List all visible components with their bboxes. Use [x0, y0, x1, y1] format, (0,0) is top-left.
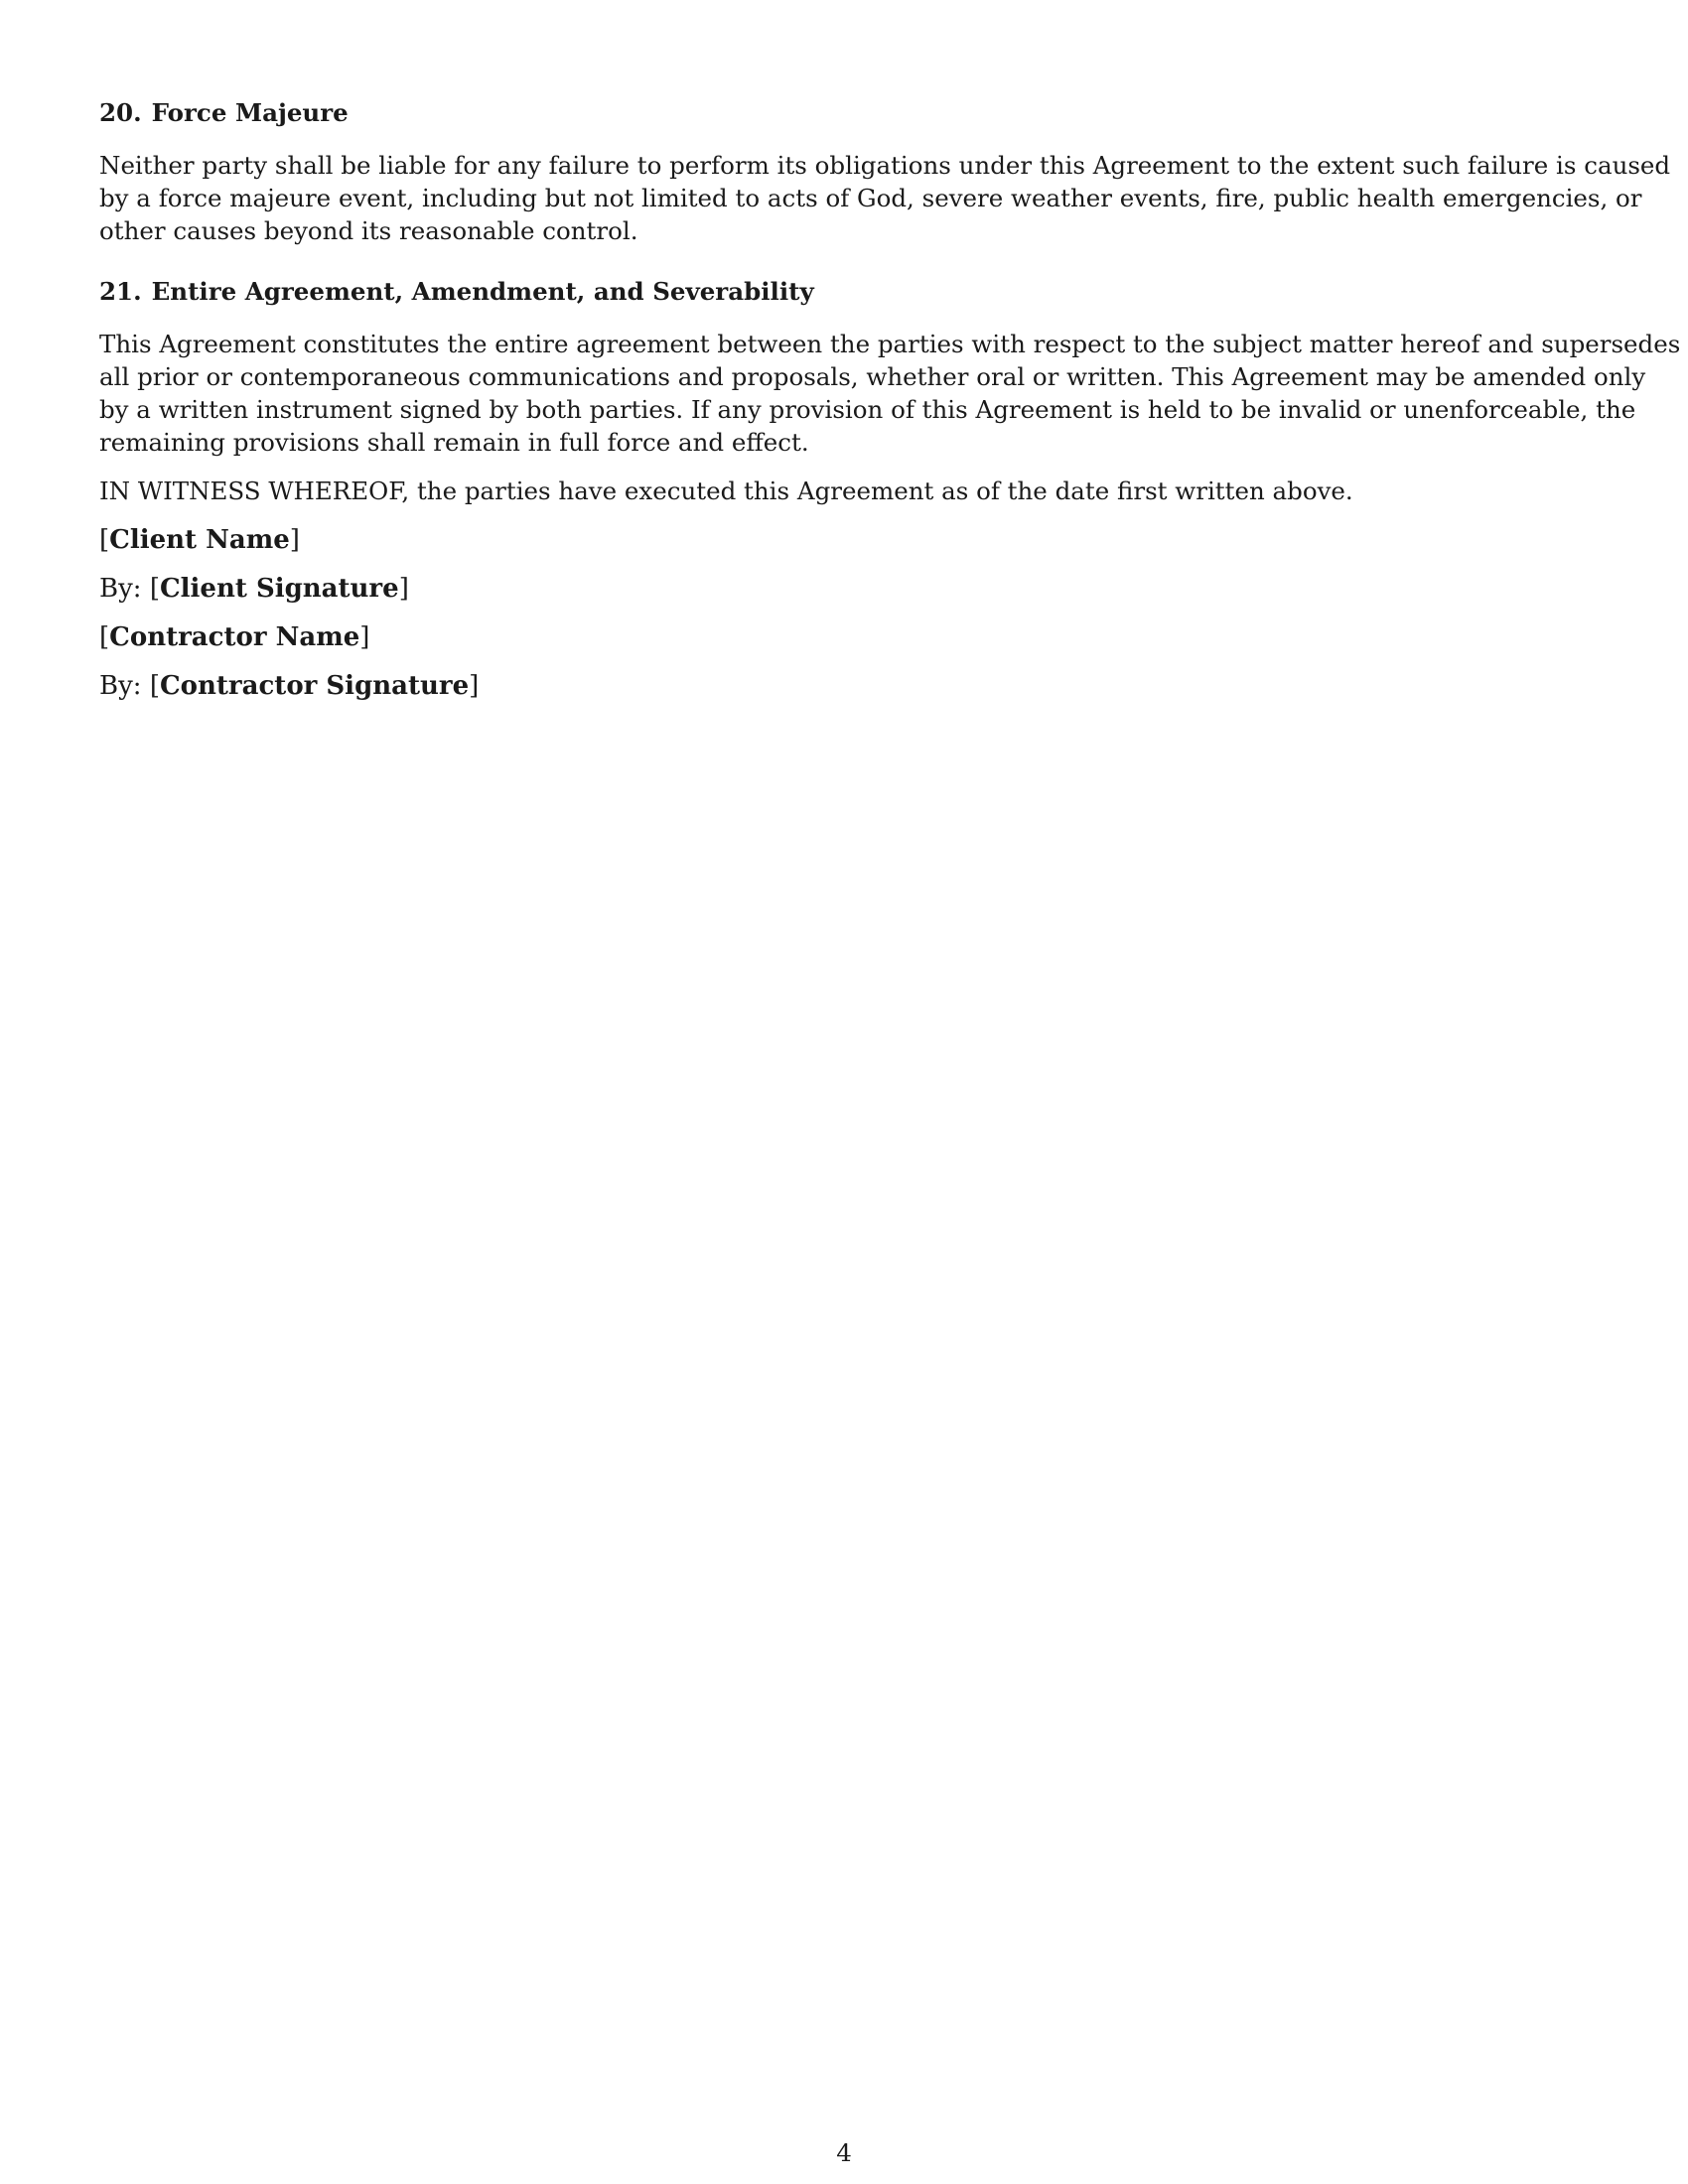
body-line: Neither party shall be liable for any failure to perform its obligations under this Agreement to the extent such failure is caused	[99, 151, 1671, 180]
section-title: Entire Agreement, Amendment, and Severability	[151, 277, 814, 306]
section-20-heading	[99, 97, 1589, 129]
contractor-signature: Contractor Signature	[159, 671, 470, 701]
witness-text: IN WITNESS WHEREOF, the parties have executed this Agreement as of the date first written above.	[99, 477, 1353, 505]
body-line: other causes beyond its reasonable control.	[99, 216, 638, 245]
body-line: by a written instrument signed by both parties. If any provision of this Agreement is held to be invalid or unenforceable, the	[99, 395, 1636, 424]
body-line: all prior or contemporaneous communications and proposals, whether oral or written. This Agreement may be amended only	[99, 362, 1646, 391]
client-name: Client Name	[109, 525, 290, 555]
body-line: remaining provisions shall remain in full force and effect.	[99, 428, 809, 457]
section-title: Force Majeure	[151, 98, 349, 127]
by-label: By:	[99, 671, 142, 701]
section-20-body	[99, 149, 1671, 247]
contractor-name: Contractor Name	[109, 622, 360, 652]
section-21-heading	[99, 276, 1589, 308]
client-signature-line: By: [Client Signature]	[99, 574, 409, 604]
page-number: 4	[836, 2138, 852, 2167]
section-number: 20.	[99, 98, 142, 127]
body-line: by a force majeure event, including but not limited to acts of God, severe weather events, fire, public health emergencies, or	[99, 184, 1642, 212]
client-name-line: [Client Name]	[99, 525, 300, 555]
contractor-name-line: [Contractor Name]	[99, 622, 370, 652]
document-page	[99, 97, 1681, 703]
body-line: This Agreement constitutes the entire agreement between the parties with respect to the subject matter hereof and supersedes	[99, 330, 1681, 358]
witness-statement	[99, 475, 1589, 507]
by-label: By:	[99, 574, 142, 604]
section-21-body	[99, 328, 1681, 459]
contractor-signature-line: By: [Contractor Signature]	[99, 671, 480, 701]
client-signature: Client Signature	[159, 574, 399, 604]
section-number: 21.	[99, 277, 142, 306]
